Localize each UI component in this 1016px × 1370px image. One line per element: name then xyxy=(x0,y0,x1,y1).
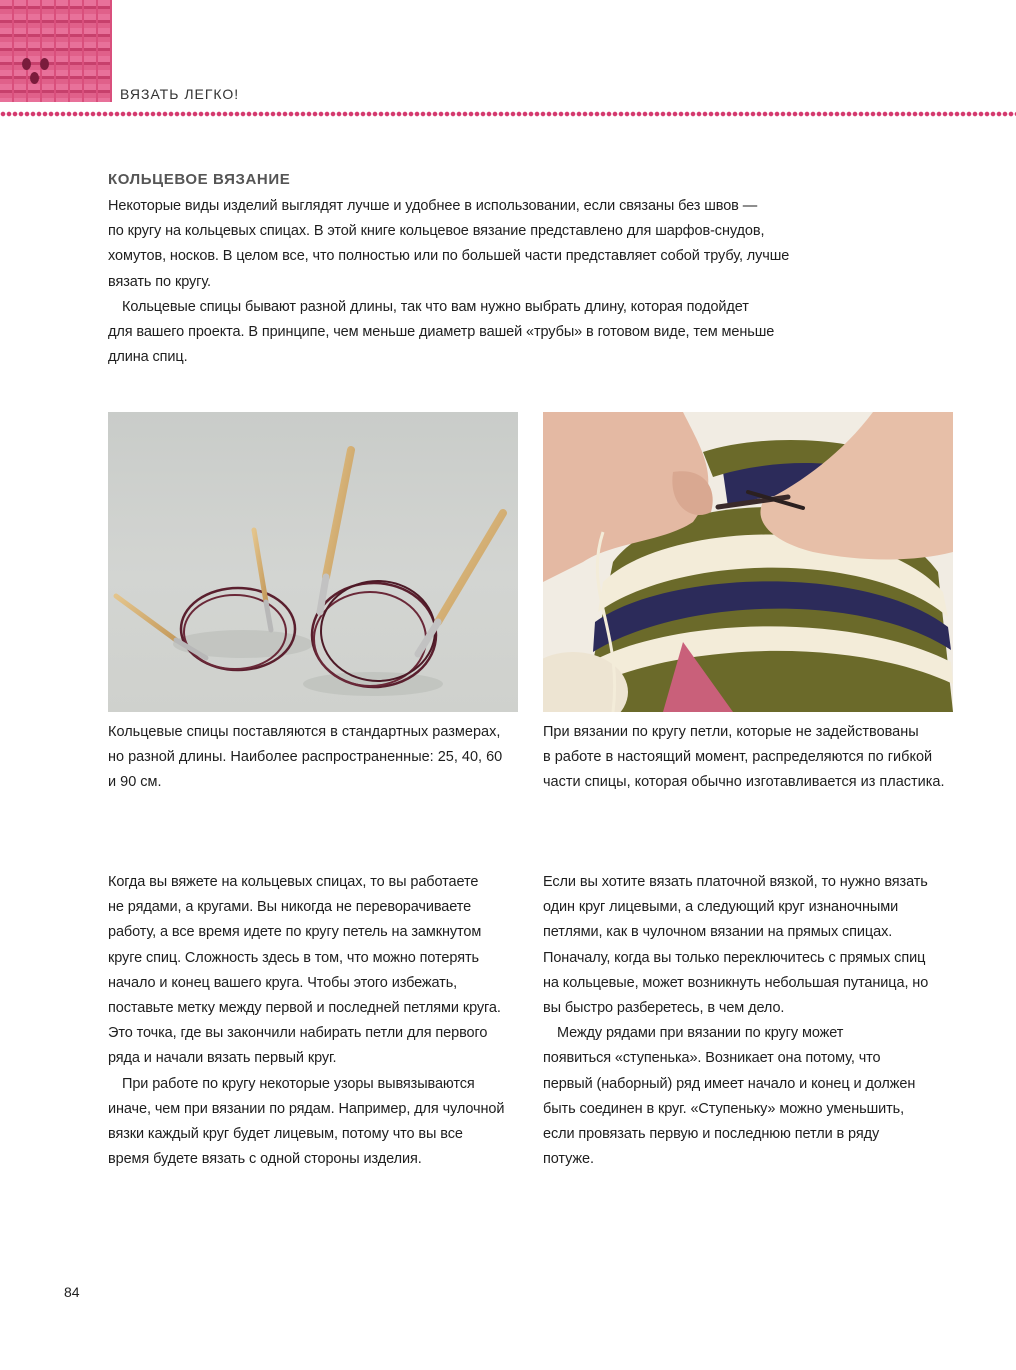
body-column-left xyxy=(108,870,520,1172)
figure-caption-right xyxy=(543,720,963,796)
body-line: иначе, чем при вязании по рядам. Например, для чулочной xyxy=(108,1100,505,1117)
body-line: работу, а все время идете по кругу петель на замкнутом xyxy=(108,924,482,941)
running-head: ВЯЗАТЬ ЛЕГКО! xyxy=(120,86,240,102)
caption-line: Кольцевые спицы поставляются в стандартных размерах, xyxy=(108,724,501,740)
body-line: Когда вы вяжете на кольцевых спицах, то вы работаете xyxy=(108,874,479,890)
body-line: начало и конец вашего круга. Чтобы этого избежать, xyxy=(108,974,458,991)
circular-needles-photo xyxy=(108,412,518,712)
body-line: Это точка, где вы закончили набирать петли для первого xyxy=(108,1025,488,1042)
body-line: если провязать первую и последнюю петли в ряду xyxy=(543,1126,880,1143)
intro-line: вязать по кругу. xyxy=(108,273,211,290)
body-line: потуже. xyxy=(543,1151,594,1168)
body-line: вы быстро разберетесь, в чем дело. xyxy=(543,1000,785,1017)
body-line: один круг лицевыми, а следующий круг изнаночными xyxy=(543,899,899,916)
body-line: на кольцевые, может возникнуть небольшая путаница, но xyxy=(543,974,929,991)
body-line: первый (наборный) ряд имеет начало и конец и должен xyxy=(543,1075,916,1092)
body-line: Поначалу, когда вы только переключитесь с прямых спиц xyxy=(543,949,926,966)
knit-swatch-decoration xyxy=(0,0,112,102)
body-line: Между рядами при вязании по кругу может xyxy=(557,1025,844,1042)
body-line: поставьте метку между первой и последней петлями круга. xyxy=(108,1000,501,1017)
intro-line: Некоторые виды изделий выглядят лучше и удобнее в использовании, если связаны без швов — xyxy=(108,198,758,214)
page-number: 84 xyxy=(64,1284,80,1300)
caption-line: и 90 см. xyxy=(108,774,162,791)
body-column-right xyxy=(543,870,955,1172)
body-line: петлями, как в чулочном вязании на прямых спицах. xyxy=(543,924,893,941)
intro-line: по кругу на кольцевых спицах. В этой книге кольцевое вязание представлено для шарфов-снудов, xyxy=(108,223,765,240)
caption-line: При вязании по кругу петли, которые не задействованы xyxy=(543,724,919,740)
knitting-in-round-photo xyxy=(543,412,953,712)
intro-line: для вашего проекта. В принципе, чем меньше диаметр вашей «трубы» в готовом виде, тем меньше xyxy=(108,324,775,341)
caption-line: но разной длины. Наиболее распространенные: 25, 40, 60 xyxy=(108,749,503,766)
body-line: круге спиц. Сложность здесь в том, что можно потерять xyxy=(108,949,479,966)
intro-line: длина спиц. xyxy=(108,349,188,366)
figure-caption-left xyxy=(108,720,528,796)
intro-line: Кольцевые спицы бывают разной длины, так что вам нужно выбрать длину, которая подойдет xyxy=(122,298,749,315)
body-line: не рядами, а кругами. Вы никогда не переворачиваете xyxy=(108,899,472,916)
body-line: вязки каждый круг будет лицевым, потому что вы все xyxy=(108,1126,463,1143)
body-line: время будете вязать с одной стороны изделия. xyxy=(108,1151,422,1168)
caption-line: части спицы, которая обычно изготавливается из пластика. xyxy=(543,774,945,791)
body-line: быть соединен в круг. «Ступеньку» можно уменьшить, xyxy=(543,1100,905,1117)
body-line: ряда и начали вязать первый круг. xyxy=(108,1050,337,1067)
body-line: При работе по кругу некоторые узоры вывязываются xyxy=(122,1075,475,1092)
body-line: появиться «ступенька». Возникает она потому, что xyxy=(543,1050,881,1067)
caption-line: в работе в настоящий момент, распределяются по гибкой xyxy=(543,749,933,766)
body-line: Если вы хотите вязать платочной вязкой, то нужно вязать xyxy=(543,874,928,890)
intro-line: хомутов, носков. В целом все, что полностью или по большей части представляет собой трубу, лучше xyxy=(108,248,790,265)
section-title: КОЛЬЦЕВОЕ ВЯЗАНИЕ xyxy=(108,171,291,188)
intro-paragraphs xyxy=(108,194,828,370)
dotted-header-rule xyxy=(0,110,1016,118)
